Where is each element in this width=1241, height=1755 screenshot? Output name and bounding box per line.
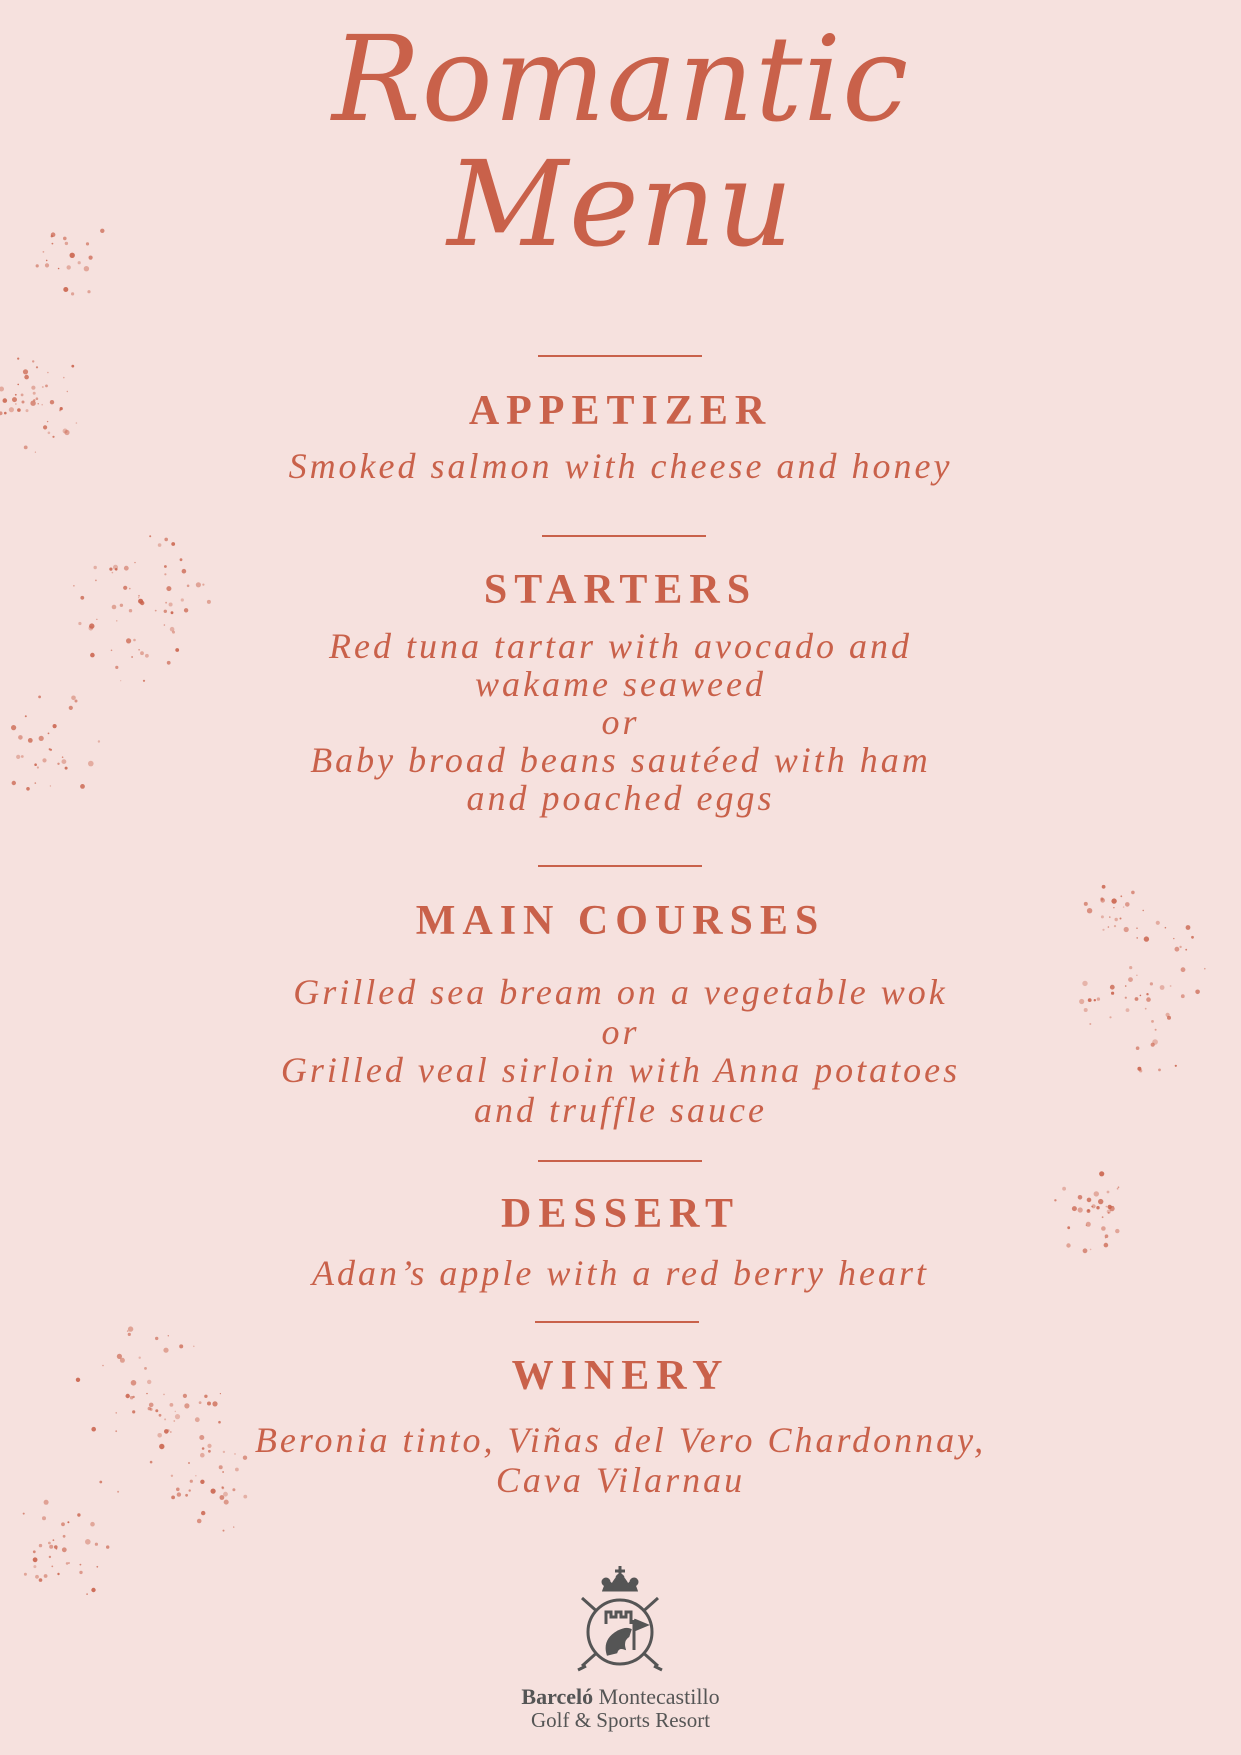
dish-separator-or: or — [601, 1012, 640, 1052]
section-heading-winery: WINERY — [511, 1353, 730, 1399]
divider — [538, 1160, 702, 1162]
divider — [538, 355, 702, 357]
brand-name — [0, 1686, 1241, 1708]
dish-line: Adan’s apple with a red berry heart — [312, 1253, 929, 1293]
dish-line: Grilled veal sirloin with Anna potatoes — [280, 1050, 961, 1090]
dish-line: and truffle sauce — [474, 1090, 767, 1130]
section-heading-appetizer: APPETIZER — [468, 388, 773, 434]
section-heading-dessert: DESSERT — [501, 1191, 740, 1237]
brand-subtitle: Golf & Sports Resort — [530, 1708, 711, 1732]
dish-line: Red tuna tartar with avocado and — [329, 626, 912, 666]
dish-line: Baby broad beans sautéed with ham — [310, 740, 931, 780]
divider — [542, 535, 706, 537]
dish-line: wakame seaweed — [475, 664, 766, 704]
dish-line: Smoked salmon with cheese and honey — [288, 446, 953, 486]
section-heading-main-courses: MAIN COURSES — [415, 898, 826, 944]
brand-name-bold: Barceló — [521, 1684, 594, 1709]
menu-title-line2: Menu — [447, 135, 794, 273]
dish-line: Cava Vilarnau — [495, 1460, 746, 1500]
dish-line: and poached eggs — [466, 778, 775, 818]
dish-line: Grilled sea bream on a vegetable wok — [293, 972, 948, 1012]
dish-line: Beronia tinto, Viñas del Vero Chardonnay, — [254, 1420, 987, 1460]
crest-icon — [570, 1562, 670, 1678]
divider — [535, 1321, 699, 1323]
menu-title-line1: Romantic — [331, 10, 910, 148]
brand-name-regular: Montecastillo — [598, 1684, 720, 1709]
section-heading-starters: STARTERS — [483, 567, 758, 613]
dish-separator-or: or — [601, 702, 640, 742]
divider — [538, 865, 702, 867]
